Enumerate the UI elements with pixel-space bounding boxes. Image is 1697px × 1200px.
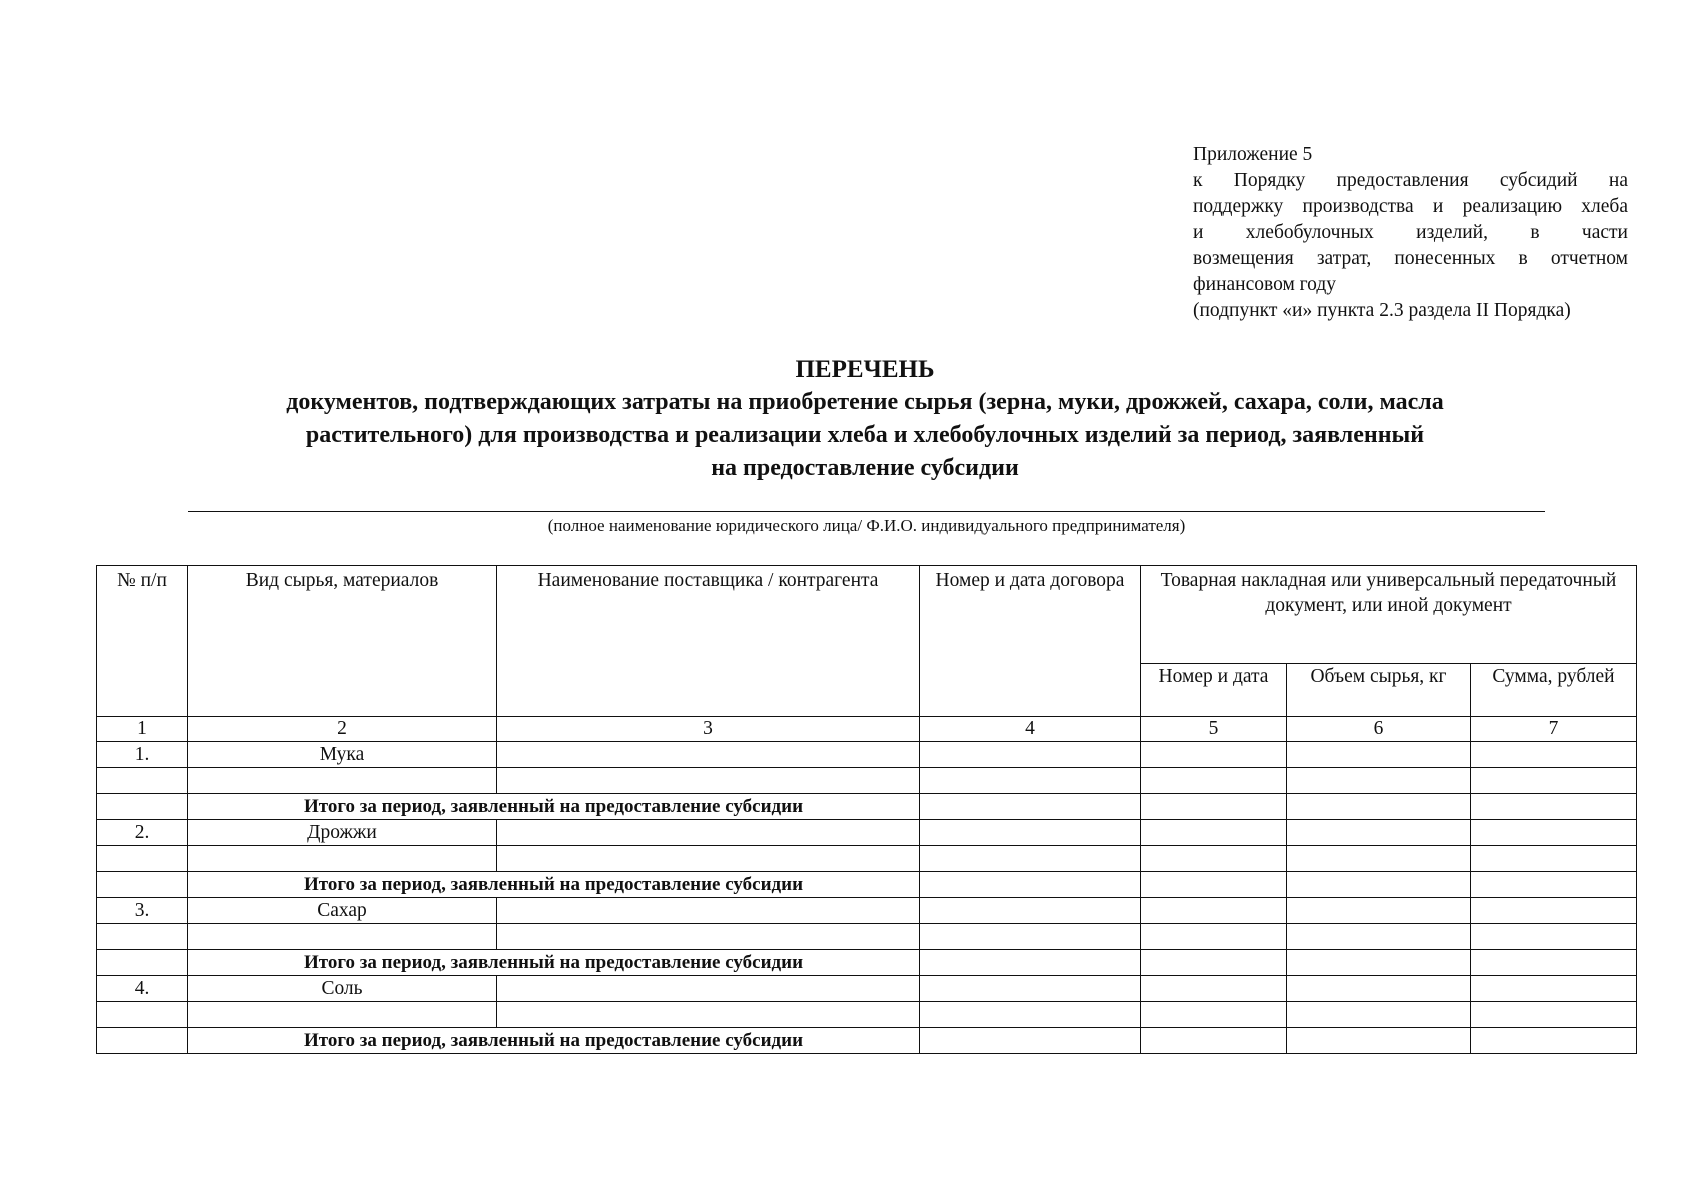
header-sum: Сумма, рублей — [1471, 664, 1637, 717]
org-name-caption: (полное наименование юридического лица/ Ф.И.О. индивидуального предпринимателя) — [547, 516, 1186, 535]
empty-cell — [920, 742, 1141, 768]
column-number: 4 — [920, 717, 1141, 742]
header-contract: Номер и дата договора — [920, 566, 1141, 717]
appendix-line: Приложение 5 — [1193, 144, 1313, 165]
empty-cell — [1471, 742, 1637, 768]
empty-cell — [497, 846, 920, 872]
empty-cell — [188, 846, 497, 872]
empty-cell — [1471, 846, 1637, 872]
empty-cell — [188, 768, 497, 794]
empty-cell — [1287, 872, 1471, 898]
column-number: 5 — [1141, 717, 1287, 742]
total-label: Итого за период, заявленный на предоставление субсидии — [188, 1028, 920, 1054]
empty-cell — [920, 846, 1141, 872]
empty-cell — [97, 924, 188, 950]
empty-cell — [1141, 872, 1287, 898]
total-label: Итого за период, заявленный на предоставление субсидии — [188, 872, 920, 898]
empty-cell — [97, 768, 188, 794]
title-line: на предоставление субсидии — [711, 455, 1019, 481]
appendix-line: к Порядку предоставления субсидий на — [1193, 170, 1628, 191]
empty-cell — [1471, 872, 1637, 898]
empty-cell — [97, 846, 188, 872]
empty-cell — [1287, 742, 1471, 768]
appendix-line: возмещения затрат, понесенных в отчетном — [1193, 248, 1628, 269]
empty-cell — [1287, 820, 1471, 846]
empty-cell — [1471, 898, 1637, 924]
empty-cell — [1471, 976, 1637, 1002]
empty-cell — [920, 950, 1141, 976]
empty-cell — [920, 976, 1141, 1002]
header-row-number: № п/п — [97, 566, 188, 717]
empty-cell — [497, 924, 920, 950]
table-row — [97, 846, 1637, 872]
total-label: Итого за период, заявленный на предоставление субсидии — [188, 950, 920, 976]
header-supplier: Наименование поставщика / контрагента — [497, 566, 920, 717]
column-number: 2 — [188, 717, 497, 742]
material-name: Дрожжи — [188, 820, 497, 846]
empty-cell — [497, 768, 920, 794]
empty-cell — [1471, 768, 1637, 794]
empty-cell — [920, 768, 1141, 794]
material-name: Сахар — [188, 898, 497, 924]
empty-cell — [497, 898, 920, 924]
empty-cell — [1141, 976, 1287, 1002]
total-row — [97, 872, 1637, 898]
row-number: 3. — [97, 898, 188, 924]
total-row — [97, 950, 1637, 976]
header-invoice-number: Номер и дата — [1141, 664, 1287, 717]
empty-cell — [1471, 1028, 1637, 1054]
empty-cell — [97, 794, 188, 820]
empty-cell — [1141, 820, 1287, 846]
material-name: Мука — [188, 742, 497, 768]
empty-cell — [1287, 846, 1471, 872]
column-number: 1 — [97, 717, 188, 742]
row-number: 1. — [97, 742, 188, 768]
table-row — [97, 924, 1637, 950]
empty-cell — [1141, 1002, 1287, 1028]
appendix-line: финансовом году — [1193, 274, 1337, 295]
appendix-line: и хлебобулочных изделий, в части — [1193, 222, 1628, 243]
empty-cell — [188, 1002, 497, 1028]
empty-cell — [1287, 976, 1471, 1002]
column-number: 6 — [1287, 717, 1471, 742]
total-label: Итого за период, заявленный на предоставление субсидии — [188, 794, 920, 820]
empty-cell — [1287, 794, 1471, 820]
total-row — [97, 1028, 1637, 1054]
column-number: 7 — [1471, 717, 1637, 742]
empty-cell — [97, 1002, 188, 1028]
empty-cell — [1287, 1002, 1471, 1028]
table-row — [97, 742, 1637, 768]
empty-cell — [1471, 950, 1637, 976]
empty-cell — [1141, 898, 1287, 924]
document-title — [150, 353, 1580, 485]
empty-cell — [1141, 846, 1287, 872]
table-row — [97, 768, 1637, 794]
empty-cell — [497, 976, 920, 1002]
header-invoice-group: Товарная накладная или универсальный передаточный документ, или иной документ — [1141, 566, 1637, 664]
empty-cell — [1141, 950, 1287, 976]
empty-cell — [97, 872, 188, 898]
empty-cell — [97, 950, 188, 976]
table-row — [97, 820, 1637, 846]
title-line: документов, подтверждающих затраты на приобретение сырья (зерна, муки, дрожжей, сахара, соли, масла — [286, 389, 1444, 415]
empty-cell — [497, 820, 920, 846]
empty-cell — [1141, 742, 1287, 768]
empty-cell — [1141, 924, 1287, 950]
empty-cell — [1287, 768, 1471, 794]
header-volume: Объем сырья, кг — [1287, 664, 1471, 717]
empty-cell — [1471, 1002, 1637, 1028]
title-heading: ПЕРЕЧЕНЬ — [795, 356, 935, 383]
empty-cell — [1471, 820, 1637, 846]
appendix-block — [1193, 142, 1628, 324]
empty-cell — [920, 924, 1141, 950]
table-row — [97, 976, 1637, 1002]
org-name-field-line — [188, 511, 1545, 512]
empty-cell — [920, 794, 1141, 820]
empty-cell — [920, 1028, 1141, 1054]
empty-cell — [188, 924, 497, 950]
empty-cell — [920, 820, 1141, 846]
empty-cell — [1141, 1028, 1287, 1054]
empty-cell — [1287, 898, 1471, 924]
empty-cell — [1141, 768, 1287, 794]
documents-table — [96, 565, 1637, 1054]
column-number: 3 — [497, 717, 920, 742]
total-row — [97, 794, 1637, 820]
empty-cell — [1287, 950, 1471, 976]
title-line: растительного) для производства и реализации хлеба и хлебобулочных изделий за период, заявленный — [305, 422, 1425, 448]
table-row — [97, 1002, 1637, 1028]
empty-cell — [920, 872, 1141, 898]
empty-cell — [497, 1002, 920, 1028]
row-number: 2. — [97, 820, 188, 846]
material-name: Соль — [188, 976, 497, 1002]
empty-cell — [97, 1028, 188, 1054]
empty-cell — [920, 898, 1141, 924]
row-number: 4. — [97, 976, 188, 1002]
table-row — [97, 898, 1637, 924]
appendix-line: (подпункт «и» пункта 2.3 раздела II Порядка) — [1193, 300, 1571, 321]
header-material: Вид сырья, материалов — [188, 566, 497, 717]
empty-cell — [1287, 924, 1471, 950]
empty-cell — [920, 1002, 1141, 1028]
empty-cell — [1141, 794, 1287, 820]
empty-cell — [1287, 1028, 1471, 1054]
empty-cell — [1471, 924, 1637, 950]
empty-cell — [1471, 794, 1637, 820]
empty-cell — [497, 742, 920, 768]
appendix-line: поддержку производства и реализацию хлеба — [1193, 196, 1628, 217]
